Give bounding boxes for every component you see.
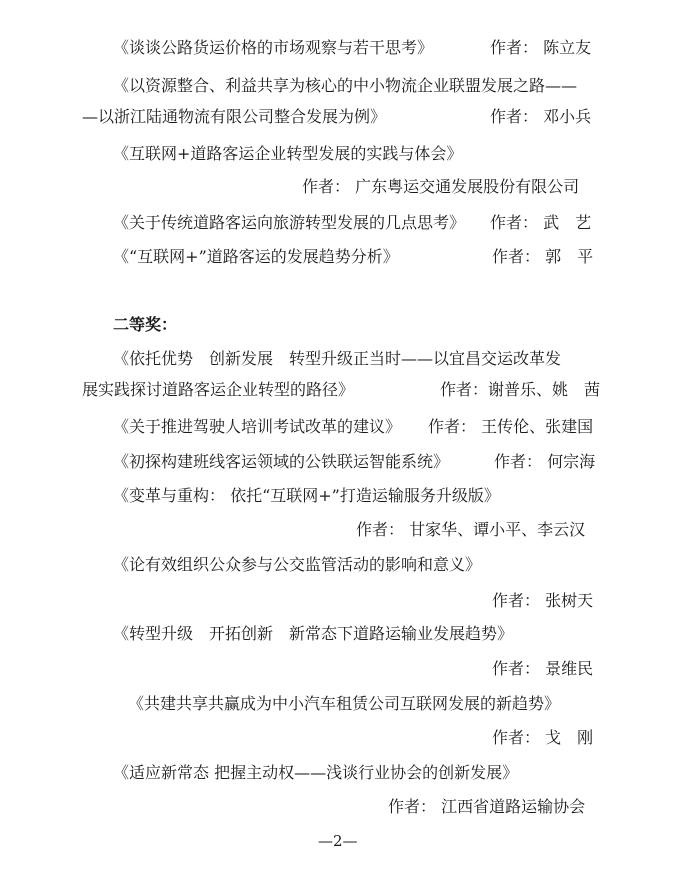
entry-title: 《论有效组织公众参与公交监管活动的影响和意义》 [113,555,482,574]
page-number-line [0,829,679,853]
entry-author: 作者： 陈立友 [490,38,592,57]
entry-title: 《“互联网+”道路客运的发展趋势分析》 [113,247,399,266]
entry-author: 作者： 戈 刚 [492,728,594,747]
award-entry [0,211,679,235]
entry-author: 作者： 景维民 [492,659,594,678]
entry-author: 作者： 王传伦、张建国 [428,417,594,436]
page-number: —2— [318,832,358,850]
entry-title: 《谈谈公路货运价格的市场观察与若干思考》 [113,38,434,57]
entry-title: 《变革与重构： 依托“互联网+”打造运输服务升级版》 [113,486,500,505]
entry-author: 作者： 邓小兵 [490,107,592,126]
award-entry [0,761,679,785]
award-entry [0,553,679,577]
award-entry-cont [0,105,679,129]
entry-title: —以浙江陆通物流有限公司整合发展为例》 [82,107,387,126]
entry-author: 作者： 广东粤运交通发展股份有限公司 [302,177,580,196]
award-entry [0,484,679,508]
entry-author: 作者： 武 艺 [490,213,592,232]
second-prize-heading: 二等奖： [113,315,178,334]
entry-title: 《关于推进驾驶人培训考试改革的建议》 [113,417,402,436]
entry-title: 展实践探讨道路客运企业转型的路径》 [82,380,355,399]
entry-author: 作者： 何宗海 [494,452,596,471]
entry-author: 作者： 江西省道路运输协会 [388,797,586,816]
entry-title: 《适应新常态 把握主动权——浅谈行业协会的创新发展》 [113,763,519,782]
entry-title: 《共建共享共赢成为中小汽车租赁公司互联网发展的新趋势》 [128,694,561,713]
award-entry [0,347,679,371]
entry-title: 《以资源整合、利益共享为核心的中小物流企业联盟发展之路—— [113,76,578,95]
entry-author: 作者：谢普乐、姚 茜 [440,380,601,399]
entry-title: 《初探构建班线客运领域的公铁联运智能系统》 [113,452,450,471]
award-entry [0,692,679,716]
award-entry [0,36,679,60]
entry-author: 作者： 张树天 [492,591,594,610]
award-entry-author-line [0,589,679,613]
award-entry [0,142,679,166]
entry-author: 作者： 甘家华、谭小平、李云汉 [356,520,586,539]
entry-title: 《转型升级 开拓创新 新常态下道路运输业发展趋势》 [113,624,514,643]
entry-title: 《互联网+道路客运企业转型发展的实践与体会》 [113,144,463,163]
entry-title: 《依托优势 创新发展 转型升级正当时——以宜昌交运改革发 [113,349,562,368]
award-entry [0,622,679,646]
award-entry-author-line [0,657,679,681]
award-entry-cont [0,378,679,402]
entry-title: 《关于传统道路客运向旅游转型发展的几点思考》 [113,213,466,232]
award-entry [0,415,679,439]
award-entry-author-line [0,726,679,750]
award-entry [0,74,679,98]
award-entry-author-line [0,518,679,542]
entry-author: 作者： 郭 平 [492,247,594,266]
award-entry-author-line [0,175,679,199]
award-entry [0,245,679,269]
award-entry-author-line [0,795,679,819]
section-heading [0,313,679,337]
award-entry [0,450,679,474]
